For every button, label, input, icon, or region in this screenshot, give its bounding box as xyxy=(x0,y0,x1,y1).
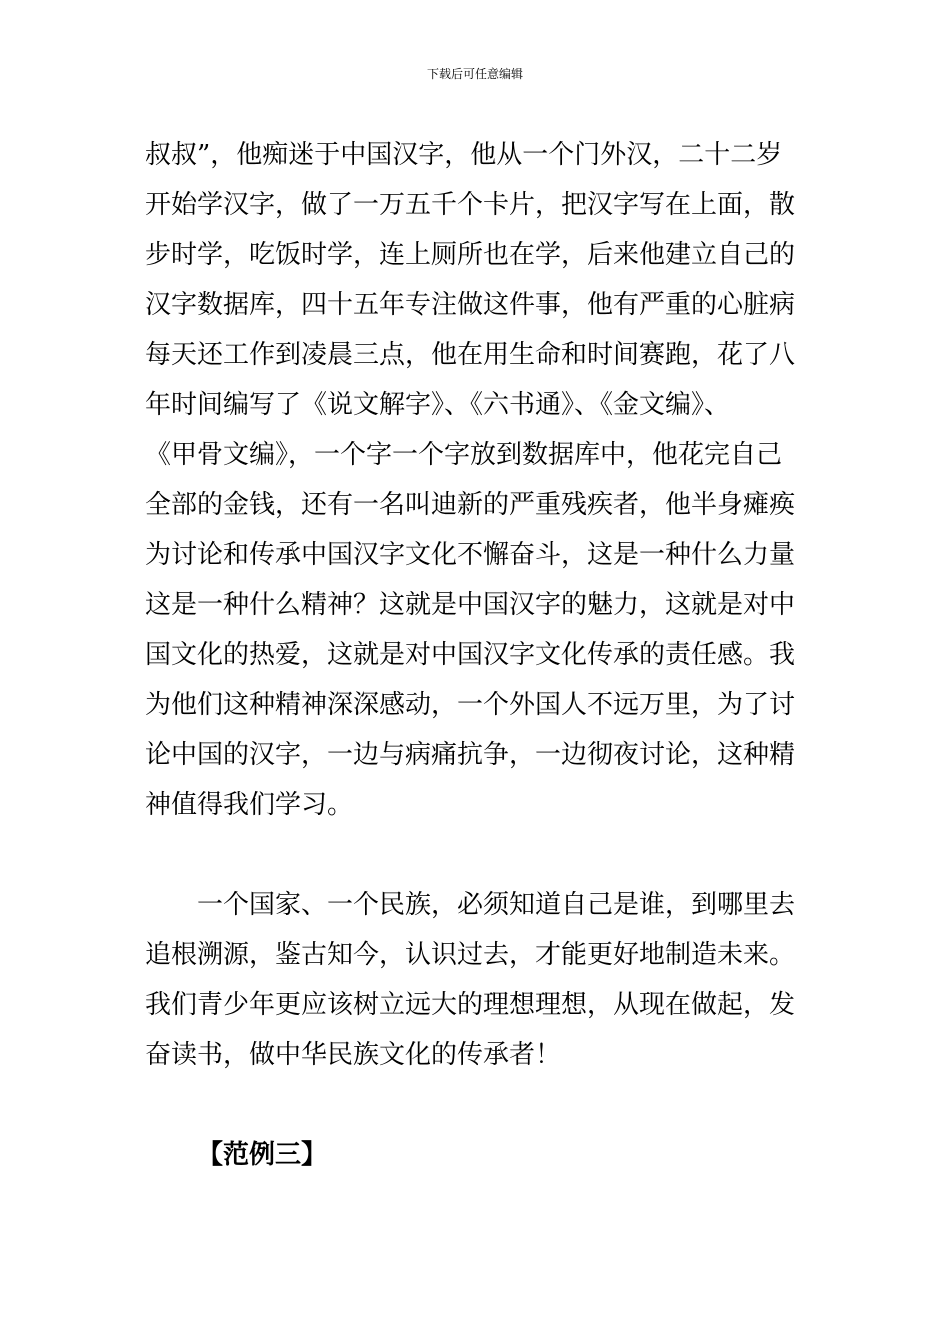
text-line: 汉字数据库，四十五年专注做这件事，他有严重的心脏病 xyxy=(145,290,796,320)
text-line: 叔叔”，他痴迷于中国汉字，他从一个门外汉，二十二岁 xyxy=(145,140,783,170)
paragraph-2 xyxy=(145,880,815,1080)
text-line: 我们青少年更应该树立远大的理想理想，从现在做起，发 xyxy=(145,990,796,1020)
text-line: 神值得我们学习。 xyxy=(145,790,354,820)
text-line: 奋读书，做中华民族文化的传承者！ xyxy=(145,1040,562,1070)
text-line: 每天还工作到凌晨三点，他在用生命和时间赛跑，花了八 xyxy=(145,340,796,370)
text-line: 论中国的汉字，一边与病痛抗争，一边彻夜讨论，这种精 xyxy=(145,740,796,770)
text-line: 开始学汉字，做了一万五千个卡片，把汉字写在上面，散 xyxy=(145,190,796,220)
paragraph-1 xyxy=(145,130,815,830)
section-heading: 【范例三】 xyxy=(197,1140,328,1170)
text-line: 年时间编写了《说文解字》、《六书通》、《金文编》、 xyxy=(145,390,731,420)
text-line: 这是一种什么精神？这就是中国汉字的魅力，这就是对中 xyxy=(145,590,796,620)
text-line: 为他们这种精神深深感动，一个外国人不远万里，为了讨 xyxy=(145,690,796,720)
text-line: 一个国家、一个民族，必须知道自己是谁，到哪里去 xyxy=(197,890,796,920)
text-line: 国文化的热爱，这就是对中国汉字文化传承的责任感。我 xyxy=(145,640,796,670)
document-body xyxy=(145,130,815,1180)
header-note: 下载后可任意编辑 xyxy=(426,67,523,81)
text-line: 步时学，吃饭时学，连上厕所也在学，后来他建立自己的 xyxy=(145,240,796,270)
paragraph-spacer xyxy=(145,830,815,880)
paragraph-spacer xyxy=(145,1080,815,1130)
text-line: 为讨论和传承中国汉字文化不懈奋斗，这是一种什么力量 xyxy=(145,540,796,570)
text-line: 《甲骨文编》，一个字一个字放到数据库中，他花完自己 xyxy=(145,440,783,470)
text-line: 全部的金钱，还有一名叫迪新的严重残疾者，他半身瘫痪 xyxy=(145,490,796,520)
text-line: 追根溯源，鉴古知今，认识过去，才能更好地制造未来。 xyxy=(145,940,796,970)
